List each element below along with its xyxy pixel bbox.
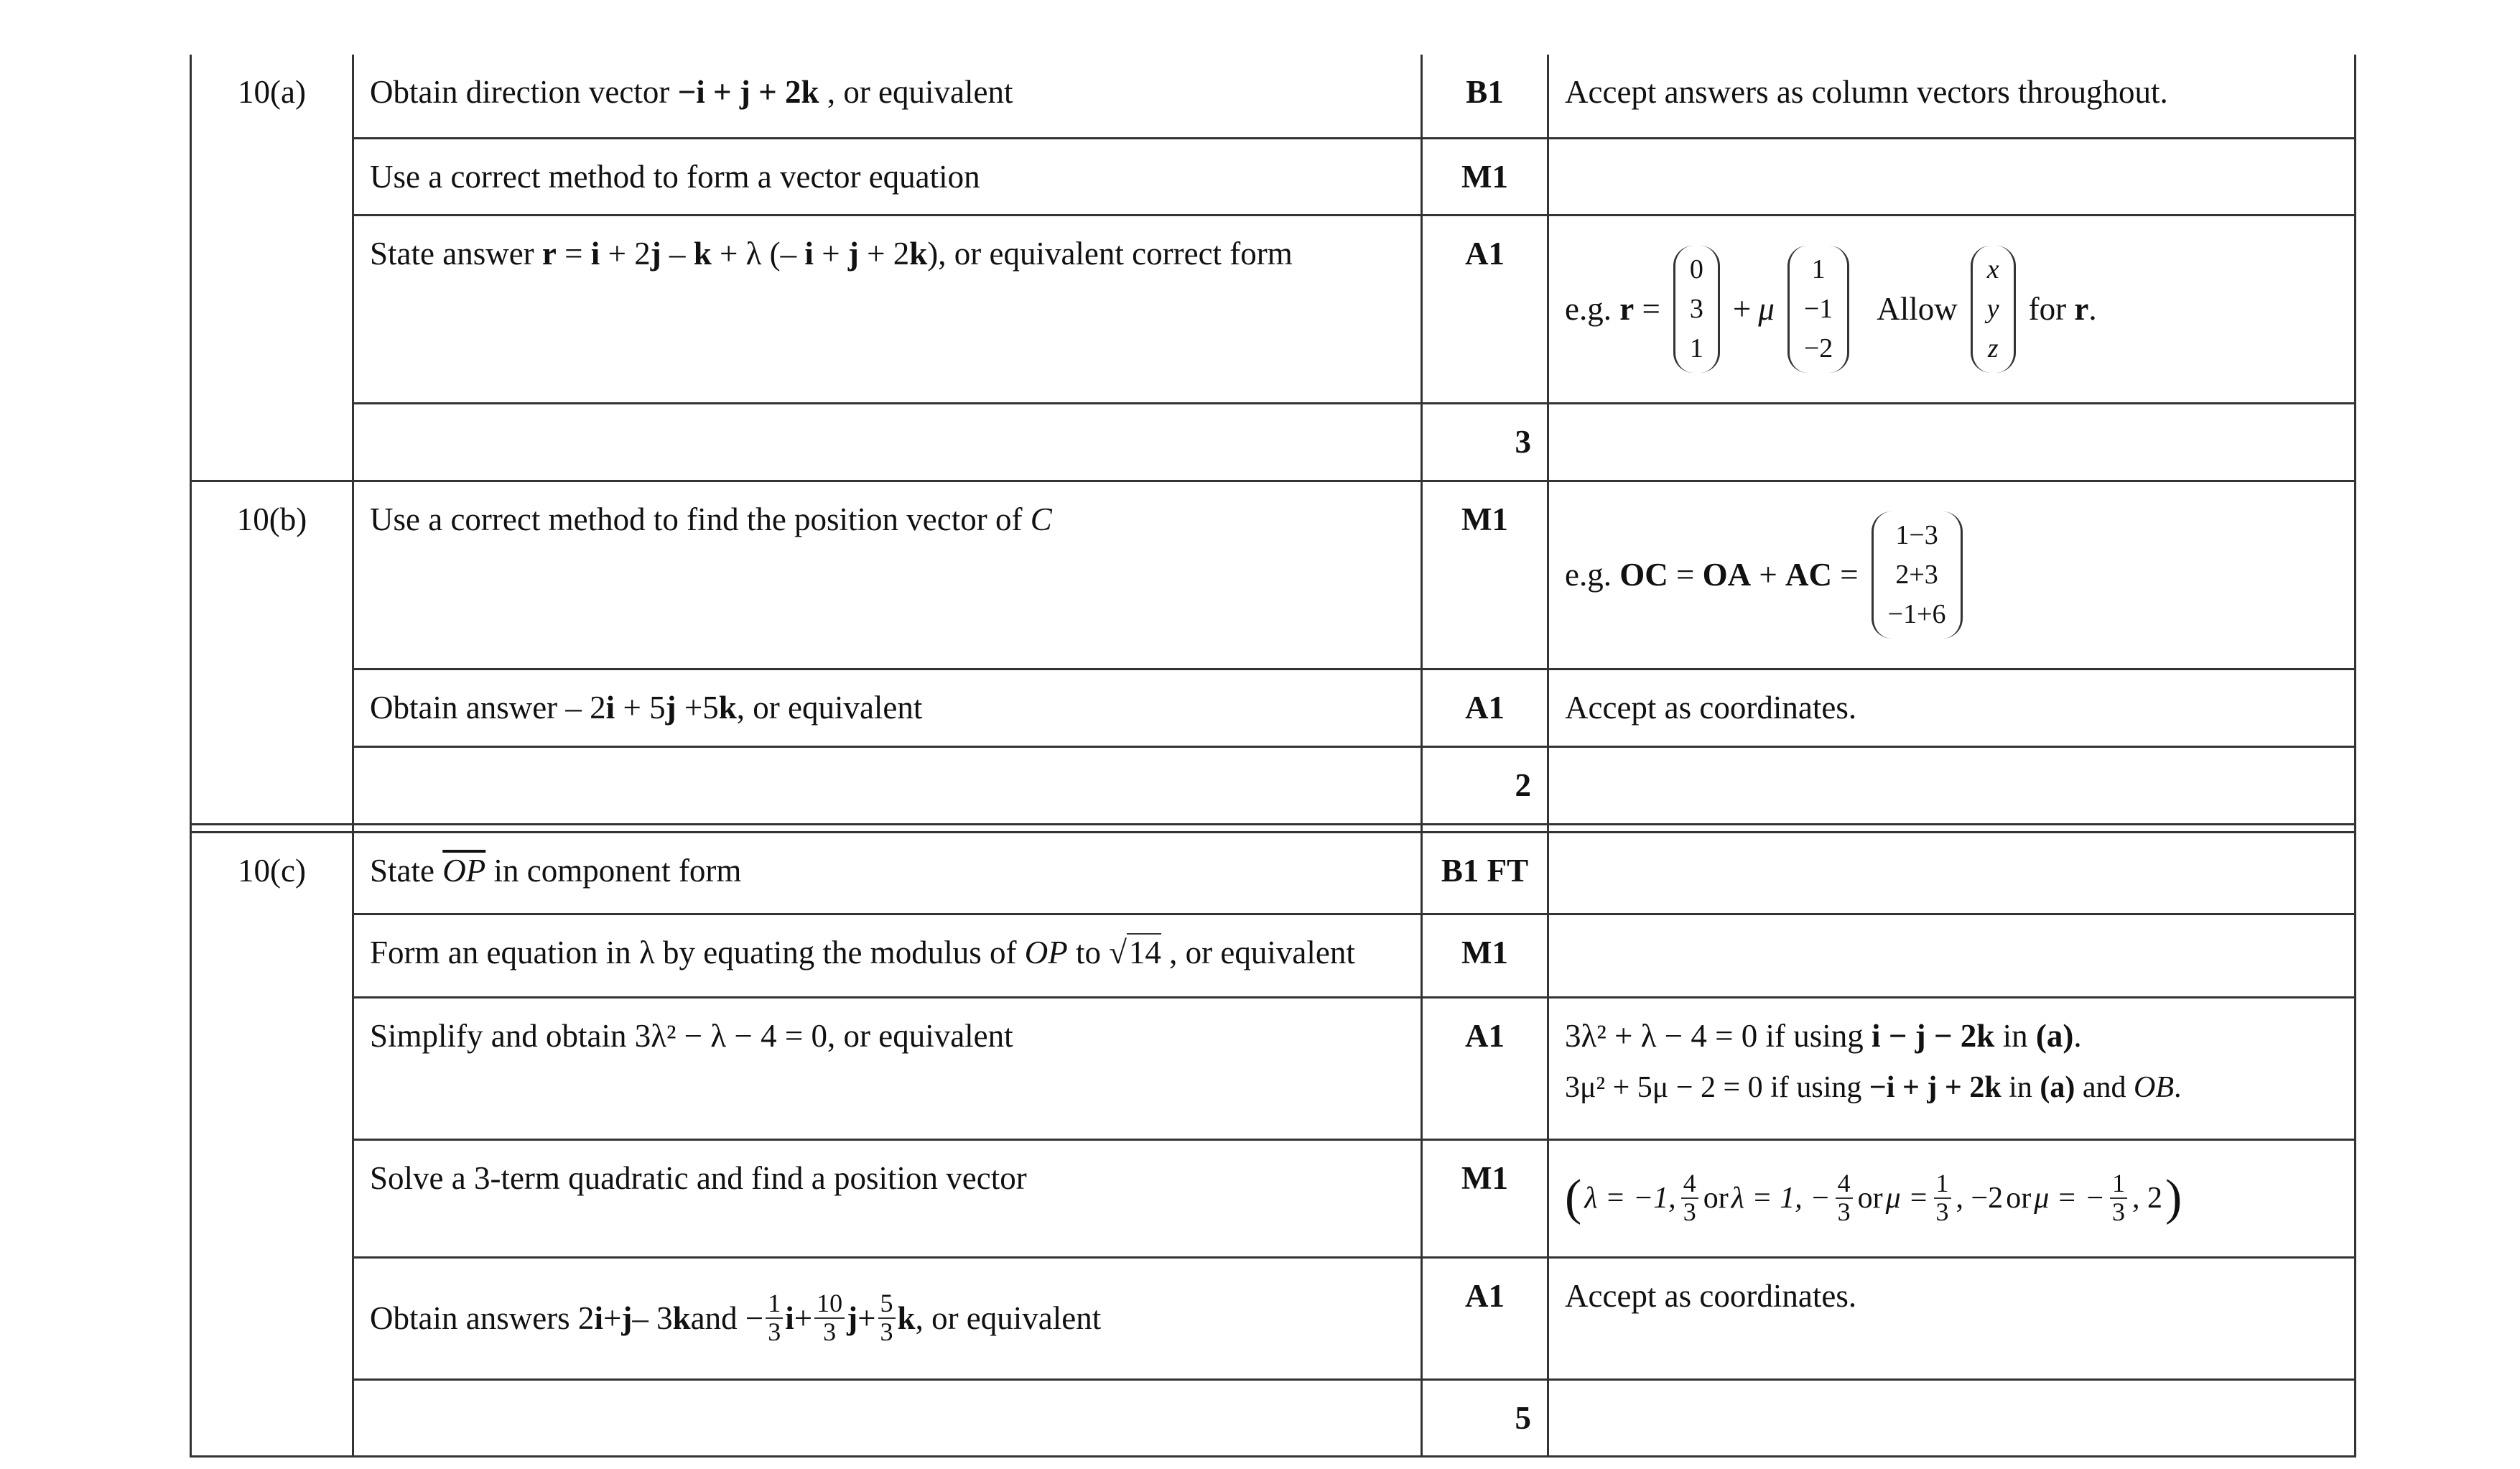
final-answers: Obtain answers 2 i + j – 3 k and − $\frac{1}{3}$ i + $\frac{10}{3}$ j + $\frac{5}{3}$ k , or equivalent: [370, 1289, 1102, 1346]
answer-cell: Obtain direction vector −i + j + 2k , or equivalent: [353, 55, 1422, 138]
fraction: $\frac{1}{3}$: [1934, 1170, 1951, 1226]
fraction: $\frac{5}{3}$: [878, 1290, 896, 1346]
eg-text: e.g. OC = OA + AC =: [1565, 557, 1859, 593]
mark-cell: B1: [1422, 55, 1548, 138]
table-row: [191, 832, 2356, 914]
total-cell: 2: [1422, 746, 1548, 824]
guidance-cell: [1548, 914, 2356, 997]
fraction: $\frac{4}{3}$: [1681, 1170, 1698, 1226]
question-label: 10(b): [191, 481, 353, 825]
mark-cell: A1: [1422, 216, 1548, 404]
mark-cell: M1: [1422, 481, 1548, 669]
table-row: [191, 1139, 2356, 1257]
answer-cell: [353, 746, 1422, 824]
section-separator: [191, 824, 2356, 832]
total-cell: 5: [1422, 1379, 1548, 1457]
answer-cell: Use a correct method to find the position vector of C: [353, 481, 1422, 669]
table-row: [191, 1379, 2356, 1457]
question-label: 10(c): [191, 832, 353, 1457]
answer-cell: Form an equation in λ by equating the modulus of OP to √14 , or equivalent: [353, 914, 1422, 997]
for-r-text: for r.: [2028, 291, 2097, 328]
mark-cell: A1: [1422, 669, 1548, 747]
guidance-cell: Accept answers as column vectors throughout.: [1548, 55, 2356, 138]
table-row: [191, 216, 2356, 404]
answer-cell: State answer r = i + 2j – k + λ (– i + j + 2k), or equivalent correct form: [353, 216, 1422, 404]
answer-cell: [353, 404, 1422, 481]
mark-cell: M1: [1422, 1139, 1548, 1257]
answer-cell: [353, 1257, 1422, 1379]
guidance-cell: [1548, 997, 2356, 1139]
table-row: [191, 997, 2356, 1139]
eg-text: e.g. r =: [1565, 291, 1660, 328]
vector-example: [1565, 511, 2338, 639]
guidance-cell: [1548, 1139, 2356, 1257]
table-row: [191, 481, 2356, 669]
table-row: [191, 404, 2356, 481]
answer-cell: [353, 1379, 1422, 1457]
table-row: [191, 55, 2356, 138]
guidance-cell: [1548, 216, 2356, 404]
table-row: [191, 138, 2356, 216]
mark-scheme-table: [190, 55, 2356, 1458]
mark-cell: M1: [1422, 138, 1548, 216]
solutions: ( λ = −1, $\frac{4}{3}$ or λ = 1, − $\frac{4}{3}$ or μ = $\frac{1}{3}$ , −2 or μ = − $\frac{1}{3}$ , 2 ): [1565, 1169, 2182, 1226]
fraction: $\frac{4}{3}$: [1836, 1170, 1853, 1226]
mark-cell: B1 FT: [1422, 832, 1548, 914]
table-row: [191, 746, 2356, 824]
guidance-cell: [1548, 404, 2356, 481]
table-row: [191, 914, 2356, 997]
answer-cell: Obtain answer – 2i + 5j +5k, or equivalent: [353, 669, 1422, 747]
guidance-cell: [1548, 832, 2356, 914]
column-vector: 1−3 2+3 −1+6: [1872, 511, 1963, 639]
fraction: $\frac{10}{3}$: [814, 1290, 845, 1346]
table-row: [191, 1257, 2356, 1379]
answer-cell: Solve a 3-term quadratic and find a position vector: [353, 1139, 1422, 1257]
table-row: [191, 669, 2356, 747]
mark-cell: A1: [1422, 997, 1548, 1139]
guidance-cell: [1548, 138, 2356, 216]
guidance-line: 3μ² + 5μ − 2 = 0 if using −i + j + 2k in (a) and OB.: [1565, 1071, 2182, 1105]
guidance-cell: [1548, 746, 2356, 824]
column-vector: x y z: [1971, 246, 2016, 373]
answer-cell: Simplify and obtain 3λ² − λ − 4 = 0, or equivalent: [353, 997, 1422, 1139]
guidance-cell: [1548, 1379, 2356, 1457]
total-cell: 3: [1422, 404, 1548, 481]
guidance-cell: [1548, 481, 2356, 669]
column-vector: 1 −1 −2: [1787, 246, 1849, 373]
vector-example: e.g. r = 0 3 1 + μ 1 −1 −2 Allow x y z for r.: [1565, 246, 2338, 373]
mark-cell: A1: [1422, 1257, 1548, 1379]
fraction: $\frac{1}{3}$: [2110, 1170, 2127, 1226]
fraction: $\frac{1}{3}$: [766, 1290, 783, 1346]
mark-cell: M1: [1422, 914, 1548, 997]
guidance-cell: Accept as coordinates.: [1548, 669, 2356, 747]
answer-cell: Use a correct method to form a vector equation: [353, 138, 1422, 216]
guidance-line: 3λ² + λ − 4 = 0 if using i − j − 2k in (a).: [1565, 1017, 2082, 1054]
question-label: 10(a): [191, 55, 353, 481]
column-vector: 0 3 1: [1673, 246, 1720, 373]
guidance-cell: Accept as coordinates.: [1548, 1257, 2356, 1379]
answer-cell: State $\overline{OP}$ in component form: [353, 832, 1422, 914]
